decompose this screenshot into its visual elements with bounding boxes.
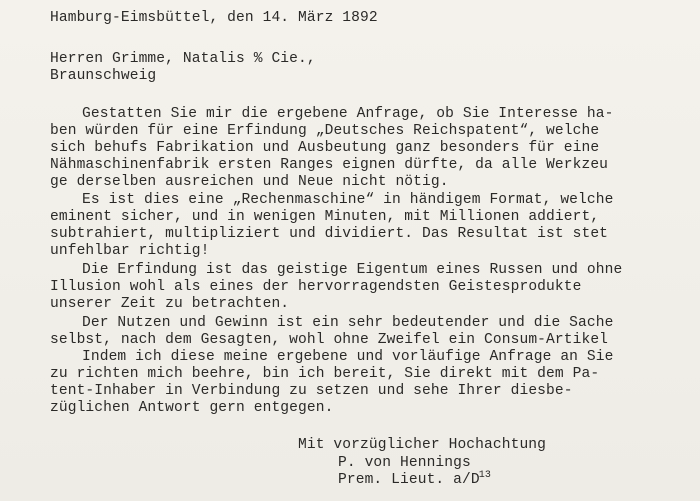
body-line: zu richten mich beehre, bin ich bereit, Sie direkt mit dem Pa-	[50, 366, 600, 382]
body-line: ge derselben ausreichen und Neue nicht nötig.	[50, 174, 449, 190]
body-line: sich behufs Fabrikation und Ausbeutung ganz besonders für eine	[50, 140, 600, 156]
body-line: selbst, nach dem Gesagten, wohl ohne Zweifel ein Consum-Artikel	[50, 332, 609, 348]
body-line: Illusion wohl als eines der hervorragendsten Geistesprodukte	[50, 279, 582, 295]
body-line: Nähmaschinenfabrik ersten Ranges eignen dürfte, da alle Werkzeu	[50, 157, 609, 173]
dateline: Hamburg-Eimsbüttel, den 14. März 1892	[50, 10, 378, 26]
body-line: subtrahiert, multipliziert und dividiert. Das Resultat ist stet	[50, 226, 609, 242]
recipient-line-2: Braunschweig	[50, 68, 157, 84]
body-line: züglichen Antwort gern entgegen.	[50, 400, 334, 416]
signature-name: P. von Hennings	[338, 455, 471, 471]
body-line: Indem ich diese meine ergebene und vorläufige Anfrage an Sie	[82, 349, 614, 365]
body-line: eminent sicher, und in wenigen Minuten, mit Millionen addiert,	[50, 209, 600, 225]
signature-title-text: Prem. Lieut. a/D	[338, 472, 480, 488]
body-line: Gestatten Sie mir die ergebene Anfrage, ob Sie Interesse ha-	[82, 106, 614, 122]
signature-superscript: 13	[478, 470, 491, 481]
recipient-line-1: Herren Grimme, Natalis % Cie.,	[50, 51, 316, 67]
body-line: unfehlbar richtig!	[50, 243, 210, 259]
body-line: Es ist dies eine „Rechenmaschine“ in händigem Format, welche	[82, 192, 614, 208]
body-line: Der Nutzen und Gewinn ist ein sehr bedeutender und die Sache	[82, 315, 614, 331]
signature-title	[338, 472, 492, 490]
closing: Mit vorzüglicher Hochachtung	[298, 437, 547, 453]
body-line: tent-Inhaber in Verbindung zu setzen und sehe Ihrer diesbe-	[50, 383, 573, 399]
body-line: unserer Zeit zu betrachten.	[50, 296, 290, 312]
body-line: ben würden für eine Erfindung „Deutsches Reichspatent“, welche	[50, 123, 600, 139]
body-line: Die Erfindung ist das geistige Eigentum eines Russen und ohne	[82, 262, 623, 278]
